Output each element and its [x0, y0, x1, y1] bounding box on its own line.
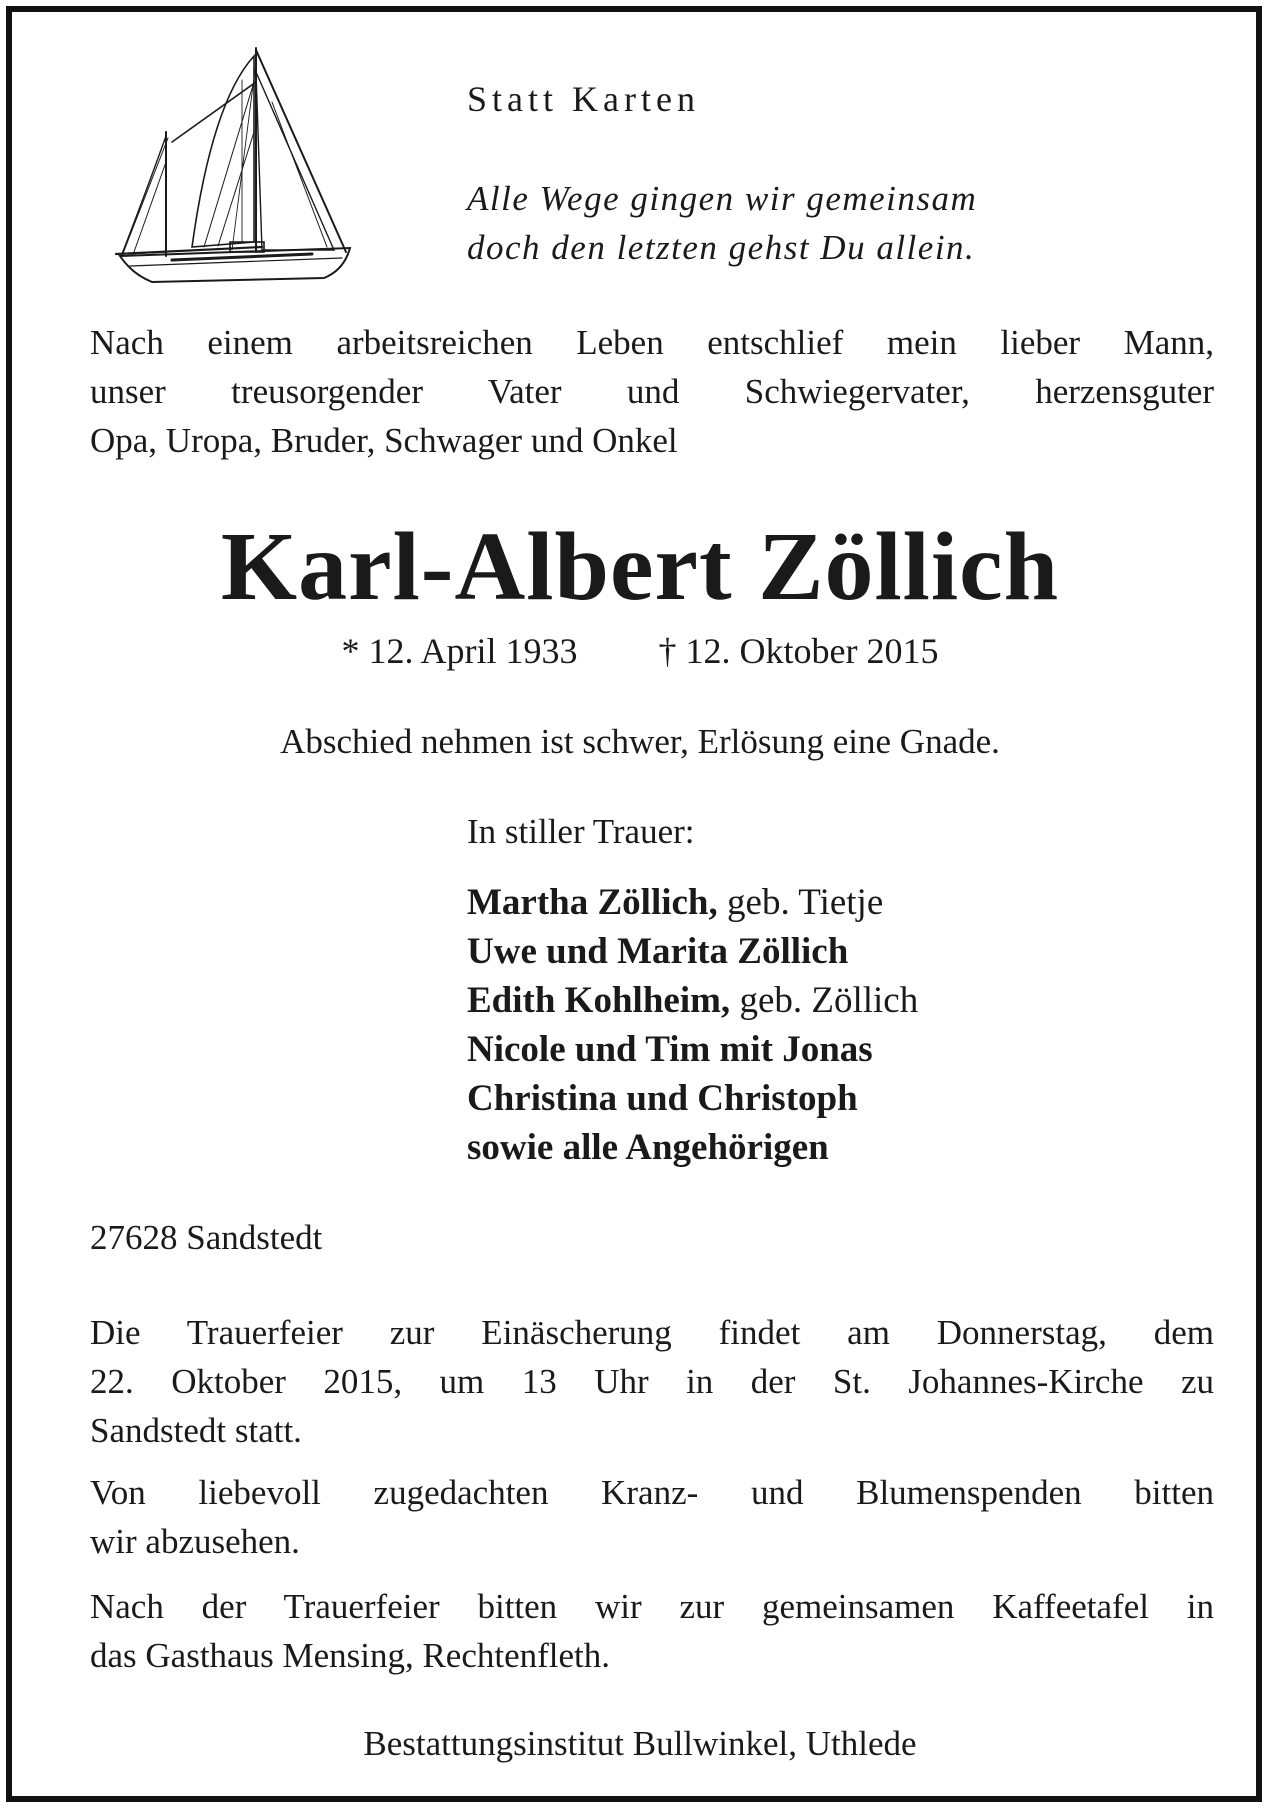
mourner-name: Christina und Christoph — [467, 1078, 858, 1119]
header-label: Statt Karten — [467, 79, 700, 119]
mourner-name: Nicole und Tim mit Jonas — [467, 1029, 873, 1070]
mourner-entry — [467, 1025, 918, 1074]
mourner-name: Edith Kohlheim, — [467, 980, 731, 1021]
mourner-entry — [467, 1074, 918, 1123]
ceremony-line: 22. Oktober 2015, um 13 Uhr in der St. Johannes-Kirche zu — [90, 1362, 1214, 1401]
mourner-note: geb. Zöllich — [730, 980, 919, 1021]
verse-line: doch den letzten gehst Du allein. — [467, 228, 976, 267]
flowers-line: Von liebevoll zugedachten Kranz- und Blumenspenden bitten — [90, 1473, 1214, 1512]
ceremony-paragraph — [90, 1308, 1214, 1455]
mourner-entry — [467, 927, 918, 976]
mourner-name: Martha Zöllich, — [467, 882, 718, 923]
mourner-entry — [467, 976, 918, 1025]
intro-paragraph — [90, 318, 1214, 465]
obituary-notice — [6, 6, 1262, 1802]
verse — [467, 174, 977, 272]
flowers-line: wir abzusehen. — [90, 1522, 300, 1561]
sailboat-icon — [112, 42, 362, 297]
intro-line: Nach einem arbeitsreichen Leben entschlief mein lieber Mann, — [90, 323, 1214, 362]
death-date: † 12. Oktober 2015 — [658, 631, 939, 671]
birth-date: * 12. April 1933 — [341, 631, 578, 671]
flowers-paragraph — [90, 1468, 1214, 1566]
mourner-name: Uwe und Marita Zöllich — [467, 931, 849, 972]
ceremony-line: Sandstedt statt. — [90, 1411, 302, 1450]
intro-line: Opa, Uropa, Bruder, Schwager und Onkel — [90, 421, 678, 460]
verse-line: Alle Wege gingen wir gemeinsam — [467, 179, 978, 218]
coffee-paragraph — [90, 1582, 1214, 1680]
coffee-line: Nach der Trauerfeier bitten wir zur gemeinsamen Kaffeetafel in — [90, 1587, 1214, 1626]
life-dates — [12, 630, 1268, 672]
funeral-home: Bestattungsinstitut Bullwinkel, Uthlede — [363, 1724, 917, 1763]
mourner-entry — [467, 1123, 918, 1172]
deceased-name: Karl-Albert Zöllich — [220, 513, 1060, 621]
location: 27628 Sandstedt — [90, 1218, 323, 1257]
mourners-list — [467, 878, 918, 1172]
intro-line: unser treusorgender Vater und Schwiegervater, herzensguter — [90, 372, 1214, 411]
motto: Abschied nehmen ist schwer, Erlösung eine Gnade. — [280, 722, 1000, 761]
mourner-name: sowie alle Angehörigen — [467, 1127, 829, 1168]
mourner-note: geb. Tietje — [717, 882, 884, 923]
coffee-line: das Gasthaus Mensing, Rechtenfleth. — [90, 1636, 611, 1675]
ceremony-line: Die Trauerfeier zur Einäscherung findet am Donnerstag, dem — [90, 1313, 1214, 1352]
mourner-entry — [467, 878, 918, 927]
mourning-label: In stiller Trauer: — [467, 812, 695, 851]
